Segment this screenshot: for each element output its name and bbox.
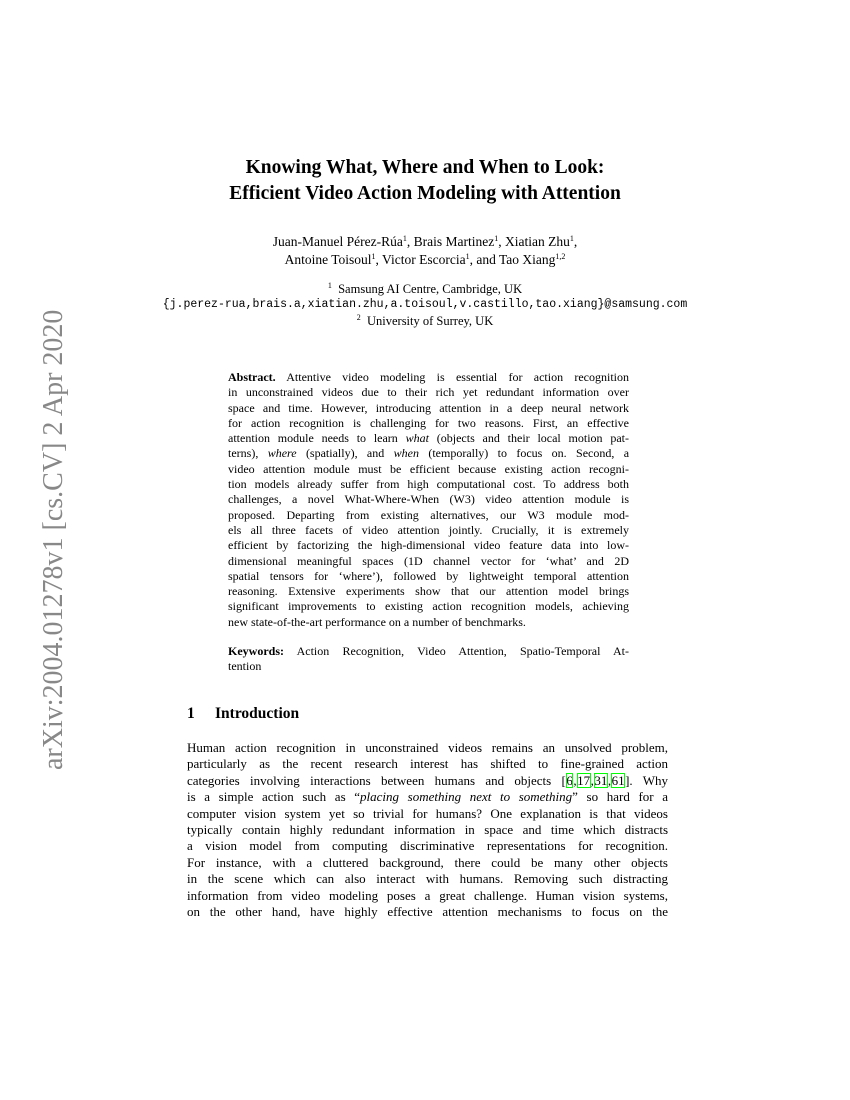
abstract-text: (spatially), and [305, 446, 385, 461]
section-number: 1 [187, 705, 195, 722]
author-name: Antoine Toisoul [284, 252, 372, 267]
body-line: ]. Why [625, 772, 668, 788]
body-line: Human action recognition in unconstrained videos remains an unsolved problem, [187, 740, 668, 755]
author-name: Brais Martinez [413, 234, 495, 249]
abstract-text: Attentive video modeling is essential for action recognition [286, 370, 629, 384]
abstract-text: (temporally) to focus on. Second, a [428, 446, 630, 461]
affil-mark: 1 [371, 252, 376, 261]
abstract-text: spatial tensors for ‘where’), followed by lightweight temporal attention [228, 568, 629, 583]
title-line-2: Efficient Video Action Modeling with Attention [229, 183, 621, 204]
citation-link[interactable]: 61 [611, 772, 625, 788]
author-name: Juan-Manuel Pérez-Rúa [272, 234, 403, 249]
abstract-text: video attention module must be efficient because existing action recogni- [228, 461, 629, 476]
body-line: typically contain highly redundant information in space and time which distracts [187, 822, 668, 838]
abstract-text: terns), [228, 446, 259, 461]
abstract-text: new state-of-the-art performance on a number of benchmarks. [228, 614, 526, 629]
affiliation-surrey: University of Surrey, UK [366, 314, 494, 328]
keywords-text: tention [228, 659, 262, 674]
body-line: computer vision system yet so trivial for humans? One explanation is that videos [187, 805, 668, 821]
body-line: For instance, with a cluttered background, there could be many other objects [187, 854, 668, 870]
abstract-text: els all three facets of video attention jointly. Crucially, it is extremely [228, 522, 629, 537]
paper-title [0, 155, 850, 207]
keywords [228, 644, 629, 675]
abstract-text: dimensional meaningful spaces (1D channel vector for ‘what’ and 2D [228, 553, 629, 568]
body-line: particularly as the recent research interest has shifted to fine-grained action [187, 756, 668, 772]
body-line: on the other hand, have highly effective attention mechanisms to focus on the [187, 904, 668, 920]
abstract-text: significant improvements to existing action recognition models, achieving [228, 599, 629, 614]
affil-mark: 2 [356, 313, 361, 322]
affiliation-samsung: Samsung AI Centre, Cambridge, UK [338, 282, 523, 296]
affil-mark: 1 [465, 252, 470, 261]
section-heading [187, 705, 299, 723]
author-name: Xiatian Zhu [504, 234, 570, 249]
title-line-1: Knowing What, Where and When to Look: [245, 157, 605, 178]
affil-mark: 1 [494, 234, 499, 243]
author-name: Victor Escorcia [382, 252, 466, 267]
keywords-label: Keywords: [228, 644, 284, 658]
abstract-text: efficient by factorizing the high-dimensional video feature data into low- [228, 538, 629, 553]
arxiv-stamp [18, 300, 69, 770]
abstract-text: tion models already suffer from high computational cost. To address both [228, 477, 629, 492]
abstract-text: for action recognition is challenging for two reasons. First, an effective [228, 415, 629, 430]
abstract-emphasis: when [393, 446, 419, 461]
keywords-text: Action Recognition, Video Attention, Spatio-Temporal At- [296, 644, 629, 658]
abstract-text: attention module needs to learn [228, 431, 398, 446]
introduction-body: Human action recognition in unconstrained videos remains an unsolved problem, particularly as the recent research interest has shifted to fine-grained action categories involving interactions between humans and objects [6,17,31,61]. Why is a simple action such as “placing something next to something” so hard for a computer vision system yet so trivial for humans? One explanation is that videos typically contain highly redundant information in space and time which distracts a vision model from computing discriminative representations for recognition. For instance, with a cluttered background, there could be many other objects in the scene which can also interact with humans. Removing such distracting information from video modeling poses a great challenge. Human vision systems, on the other hand, have highly effective attention mechanisms to focus on the [187, 740, 668, 920]
abstract-text: (objects and their local motion pat- [436, 431, 630, 446]
affil-mark: 1 [402, 234, 407, 243]
citation-link[interactable]: 6 [566, 772, 573, 788]
abstract [228, 370, 629, 630]
abstract-emphasis: where [267, 446, 297, 461]
body-line: information from video modeling poses a great challenge. Human vision systems, [187, 887, 668, 903]
abstract-text: challenges, a novel What-Where-When (W3) video attention module is [228, 492, 629, 507]
abstract-label: Abstract. [228, 370, 276, 384]
author-list: Juan-Manuel Pérez-Rúa$^1$, Brais Martinez$^1$, Xiatian Zhu$^1$, Antoine Toisoul$^1$, Victor Escorcia$^1$, and Tao Xiang$^{1,2}$ [272, 234, 578, 267]
affil-mark: 1 [569, 234, 574, 243]
author-name: Tao Xiang [498, 252, 556, 267]
section-title: Introduction [215, 705, 300, 722]
abstract-text: proposed. Departing from existing alternatives, our W3 module mod- [228, 507, 629, 522]
abstract-emphasis: what [405, 431, 429, 446]
abstract-text: space and time. However, introducing attention in a deep neural network [228, 400, 629, 415]
affil-mark: 1 [327, 281, 332, 290]
author-emails: {j.perez-rua,brais.a,xiatian.zhu,a.toisoul,v.castillo,tao.xiang}@samsung.com [162, 298, 688, 311]
affiliations [0, 281, 850, 329]
citation-link[interactable]: 17 [577, 772, 591, 788]
affil-mark: 1,2 [555, 252, 566, 261]
abstract-text: in unconstrained videos due to their rich yet redundant information over [228, 385, 629, 400]
body-line: is a simple action such as “ [187, 789, 361, 805]
body-line: ” so hard for a [572, 789, 668, 805]
body-line: in the scene which can also interact with humans. Removing such distracting [187, 871, 668, 887]
body-emphasis: placing something next to something [360, 789, 573, 805]
abstract-text: reasoning. Extensive experiments show that our attention model brings [228, 584, 629, 599]
body-line: categories involving interactions between humans and objects [ [187, 772, 566, 788]
citation-link[interactable]: 31 [594, 772, 608, 788]
arxiv-stamp-text: arXiv:2004.01278v1 [cs.CV] 2 Apr 2020 [38, 309, 69, 770]
author-conjunction: and [476, 252, 496, 267]
body-line: a vision model from computing discriminative representations for recognition. [187, 838, 668, 854]
